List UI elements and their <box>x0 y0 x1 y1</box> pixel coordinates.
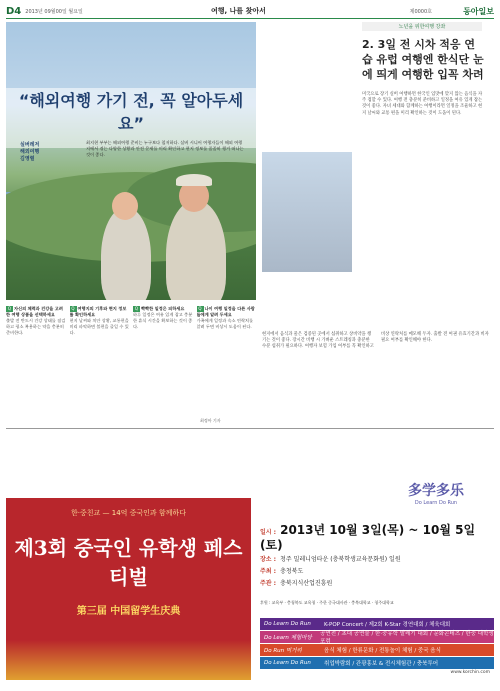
ad-dates: 일시 : 2013년 10월 3일(목) ~ 10월 5일(토) <box>260 523 476 552</box>
ad-logo: 多学多乐 Do Learn Do Run <box>408 483 464 506</box>
q-badge: Q <box>7 306 12 311</box>
issue-number: 제0000호 <box>409 8 432 15</box>
feature-intro: 최지현 부부는 해외여행 준비는 누구보다 철저하다. 실버 시니어 여행자들이 해외 여행지에서 겪는 다양한 상황과 안전 문제를 미리 확인하고 현지 정보를 꼼꼼히 챙겨 떠나는 것이 좋다. <box>86 140 244 157</box>
program-row: Do Run 먹거리 음식 체험 / 한류문화 / 전통놀이 체험 / 중국 음식 <box>260 644 494 656</box>
qa-columns <box>6 306 256 416</box>
ad-place: 장소 : 청주 밀레니엄타운 (충북학생교육문화원) 일원 <box>260 556 401 563</box>
sidebar-headline: 2. 3일 전 시차 적응 연습 유럽 여행엔 한식단 눈에 띄게 여행한 입꼭 차려 <box>362 38 484 81</box>
woman-head <box>112 192 138 220</box>
ad-program-rows <box>260 618 494 670</box>
qa-item: Q 빡빡한 일정은 피하세요 하루 일정은 여유 있게 잡고 충분한 휴식 시간을 확보하는 것이 좋다. <box>133 306 193 329</box>
ad-url: www.korchin.com <box>450 670 490 675</box>
feature-headline: “해외여행 가기 전, 꼭 알아두세요” <box>18 91 244 133</box>
ad-organizer: 주관 : 충북지식산업진흥원 <box>260 580 333 587</box>
byline: 최정아 기자 <box>200 418 221 423</box>
ad-sponsors: 후원 : 교육부 · 충청북도 교육청 · 주한 중국대사관 · 충북대학교 · 청주대학교 <box>260 600 394 605</box>
feature-credit: 실버레저 해외여행 김영렬 <box>20 142 40 162</box>
ad-poster <box>6 498 251 680</box>
man-figure <box>166 200 226 300</box>
sidebar-tag: 노년을 위한여행 강좌 <box>362 22 482 31</box>
section-title: 여행, 나를 찾아서 <box>211 7 266 15</box>
newspaper-logo: 동아일보 <box>463 6 494 16</box>
qa-item: Q 여행지의 기후와 현지 정보를 확인하세요 현지 날씨와 치안 상황, 교통편을 미리 파악하면 불편을 줄일 수 있다. <box>69 306 129 335</box>
page-header <box>6 4 494 19</box>
qa-item: Q 자신의 체력과 건강을 고려한 여행 상품을 선택하세요 출발 전 반드시 건강 상태를 점검하고 평소 복용하는 약을 충분히 준비한다. <box>6 306 66 335</box>
page-number: D4 <box>6 5 22 17</box>
ad-title: 제3회 중국인 유학생 페스티벌 <box>14 536 243 589</box>
woman-figure <box>101 207 151 300</box>
sidebar-column <box>262 22 494 350</box>
hat <box>176 174 212 186</box>
qa-item: Q 나이 여행 일정을 다른 사람들에게 알려 두세요 가족에게 일정과 숙소 연락처를 알려 두면 비상시 도움이 된다. <box>196 306 255 329</box>
issue-date: 2013년 09월00일 월요일 <box>25 8 83 15</box>
program-row: Do Learn Do Run 취업박람회 / 관광홍보 & 전시체험관 / 충북투어 <box>260 657 494 669</box>
ad-host: 주최 : 충청북도 <box>260 568 304 575</box>
program-row: Do Learn 체험마당 공연전 / 초대 공연물 / 한·중유학 발레기 대회 / 문화콘테츠 / 한중 대학생 포럼 <box>260 631 494 643</box>
q-badge: Q <box>71 306 75 311</box>
festival-advertisement <box>6 480 494 680</box>
sidebar-lower-text: 현지에서 음식과 물은 검증된 곳에서 섭취하고 상비약을 챙기는 것이 좋다. 장시간 비행 시 가벼운 스트레칭과 충분한 수분 섭취가 필요하다. 여행자 보험 가입 여부를 꼭 확인하고 비상 연락처를 메모해 두자. 출발 전 여권 유효기간과 비자 필요 여부를 확인해야 한다. <box>262 332 489 350</box>
ad-subtitle: 第三届 中国留学生庆典 <box>76 606 181 617</box>
ad-top-line: 한·중친교 — 14억 중국인과 함께하다 <box>71 509 186 517</box>
sidebar-body: 미국으로 장기 실버 여행하면 한국인 입맛에 맞지 않는 음식을 자주 접할 수 있다. 여행 전 충분히 준비하고 일정을 여유 있게 잡는 것이 좋다. 자녀 세대와 함께하는 여행이라면 일정을 조율하고 현지 날씨와 교통 편을 미리 확인하는 것이 도움이 된다. <box>362 92 483 116</box>
feature-photo <box>6 22 256 300</box>
program-row: Do Learn Do Run K-POP Concert / 제2회 K-Star 경연대회 / 체육대회 <box>260 618 494 630</box>
q-badge: Q <box>198 306 202 311</box>
q-badge: Q <box>134 306 139 311</box>
sidebar-photo <box>262 152 352 272</box>
section-divider <box>6 428 494 429</box>
ad-info <box>260 524 494 590</box>
ad-gold-band <box>6 640 251 680</box>
